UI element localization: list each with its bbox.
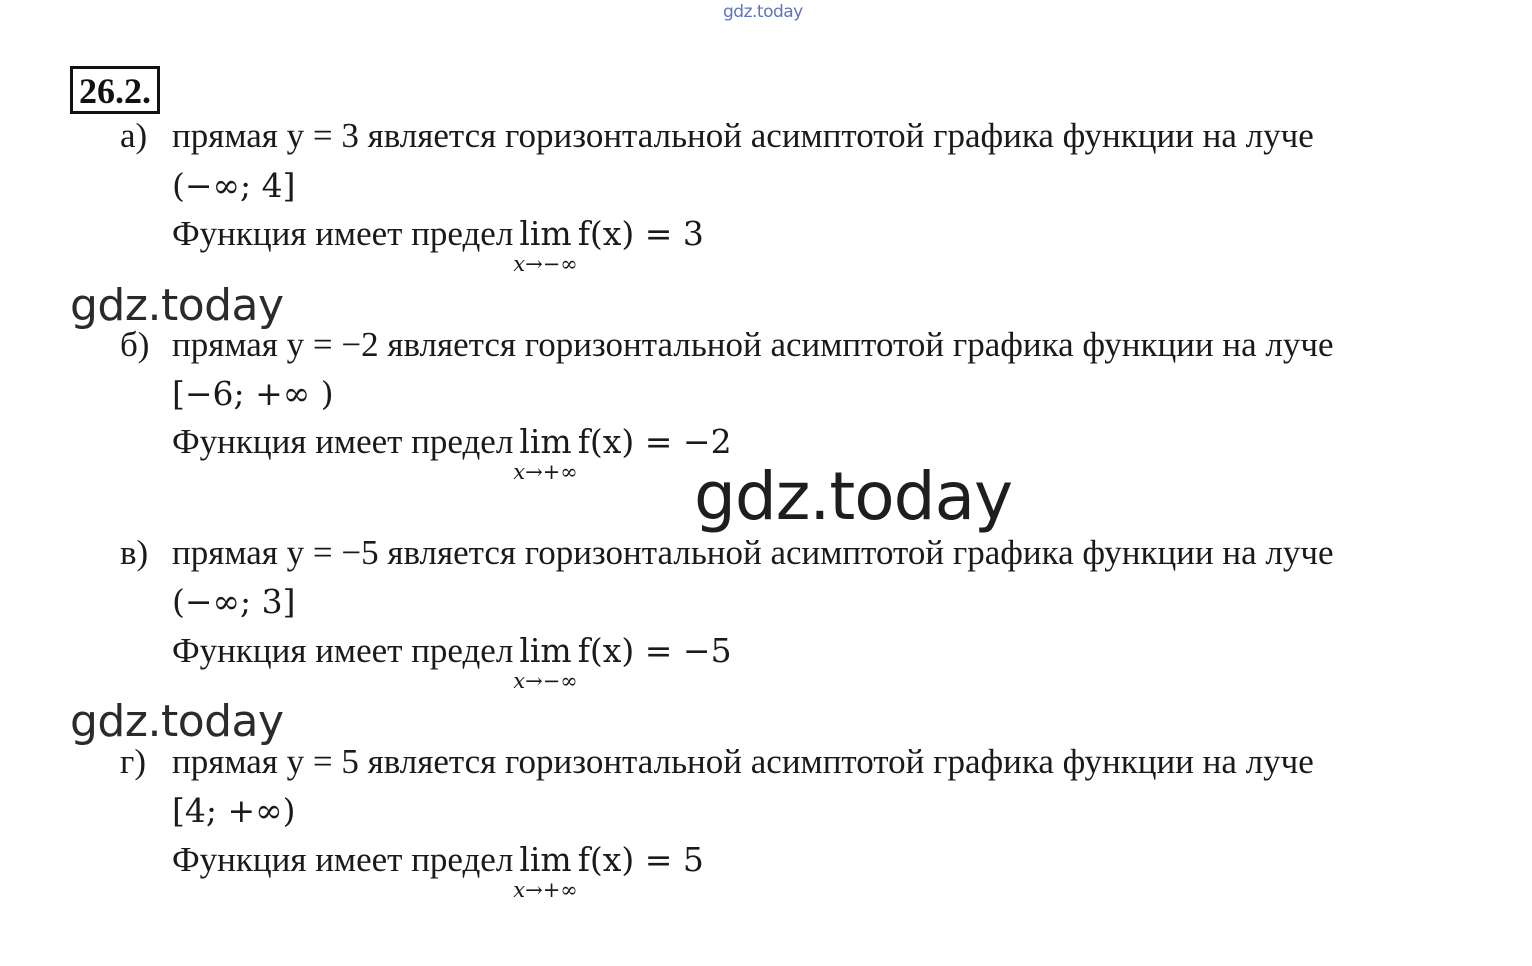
lim-operator: [513, 214, 578, 276]
watermark-side-2: gdz.today: [70, 696, 284, 747]
lim-word: lim: [519, 422, 572, 461]
lim-word: lim: [519, 214, 572, 253]
limit-expression: f(x) = −2: [577, 422, 732, 461]
lim-word: lim: [519, 631, 572, 670]
item-interval-b: [−6; +∞ ): [172, 374, 334, 413]
limit-expression: f(x) = −5: [577, 631, 732, 670]
item-marker-a: а): [120, 116, 148, 155]
limit-prefix: Функция имеет предел: [172, 214, 514, 253]
item-limit-line-g: [172, 840, 704, 902]
item-limit-line-a: [172, 214, 704, 276]
item-statement-a: прямая y = 3 является горизонтальной асимптотой графика функции на луче: [172, 116, 1314, 155]
item-interval-v: (−∞; 3]: [172, 582, 296, 621]
lim-subscript: x→+∞: [513, 460, 578, 484]
limit-prefix: Функция имеет предел: [172, 422, 514, 461]
item-marker-v: в): [120, 533, 149, 572]
watermark-top: gdz.today: [723, 2, 803, 22]
item-statement-b: прямая y = −2 является горизонтальной асимптотой графика функции на луче: [172, 325, 1334, 364]
lim-operator: [513, 422, 578, 484]
watermark-center: gdz.today: [694, 458, 1013, 535]
limit-expression: f(x) = 3: [577, 214, 704, 253]
watermark-side-1: gdz.today: [70, 280, 284, 331]
task-number: 26.2.: [70, 66, 160, 114]
lim-subscript: x→−∞: [513, 669, 578, 693]
item-marker-g: г): [120, 742, 147, 781]
limit-prefix: Функция имеет предел: [172, 840, 514, 879]
lim-operator: [513, 631, 578, 693]
limit-expression: f(x) = 5: [577, 840, 704, 879]
lim-subscript: x→+∞: [513, 878, 578, 902]
item-statement-g: прямая y = 5 является горизонтальной асимптотой графика функции на луче: [172, 742, 1314, 781]
item-limit-line-v: [172, 631, 732, 693]
limit-prefix: Функция имеет предел: [172, 631, 514, 670]
lim-operator: [513, 840, 578, 902]
item-marker-b: б): [120, 325, 150, 364]
item-statement-v: прямая y = −5 является горизонтальной асимптотой графика функции на луче: [172, 533, 1334, 572]
item-interval-g: [4; +∞): [172, 791, 296, 830]
lim-subscript: x→−∞: [513, 252, 578, 276]
item-interval-a: (−∞; 4]: [172, 166, 296, 205]
lim-word: lim: [519, 840, 572, 879]
item-limit-line-b: [172, 422, 732, 484]
